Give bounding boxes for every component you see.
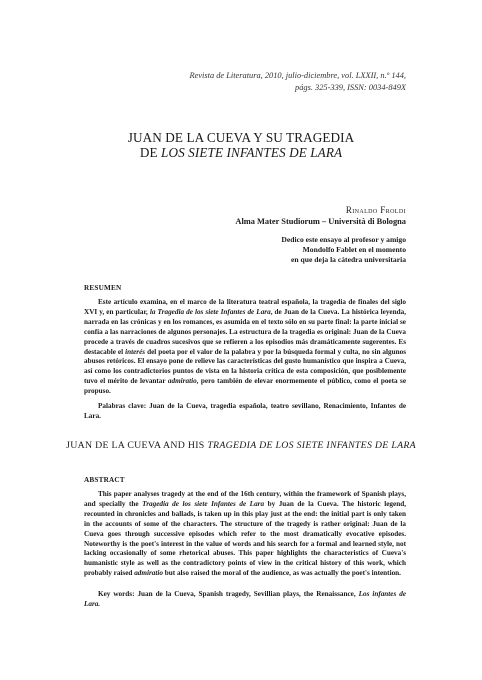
title-line-1: JUAN DE LA CUEVA Y SU TRAGEDIA [127, 130, 355, 145]
resumen-interes: interés [125, 347, 146, 356]
dedication [246, 235, 406, 265]
keywords-text: Juan de la Cueva, tragedia española, teatro sevillano, Renacimiento, Infantes de Lara. [84, 402, 407, 420]
resumen-heading: RESUMEN [84, 284, 122, 292]
title-line-2 [60, 145, 422, 160]
citation-line-2: págs. 325-339, ISSN: 0034-849X [295, 83, 406, 92]
abstract-heading: ABSTRACT [84, 476, 125, 484]
author-name: Rinaldo Froldi [345, 205, 406, 215]
resumen-keywords [84, 402, 406, 422]
abstract-admiratio: admiratio [134, 569, 163, 578]
journal-citation [106, 70, 406, 94]
abstract-work-title: Tragedia de los siete Infantes de Lara [142, 499, 265, 508]
citation-line-1: Revista de Literatura, 2010, julio-diciembre, vol. LXXII, n.º 144, [189, 71, 406, 80]
abstract-text: by Juan de la Cueva. The historic legend, recounted in chronicles and ballads, is taken up in this play just at the end: the initial part is only taken in the accounts of some of the characters. The structure of the tragedy is rather original: Juan de la Cueva goes through successive episodes which refer to the most dramatically evocative episodes. Noteworthy is the poet's interest in the value of words and his search for a formal and learned style, not lacking occasionally of some rhetorical abuses. This paper highlights the characteristics of Cueva's humanistic style as well as the contradictory points of view in the critical history of this work, which probably raised [84, 499, 406, 578]
resumen-text: , pero también de elevar enormemente el público, como el poeta se propuso. [84, 377, 407, 396]
dedication-line: Dedico este ensayo al profesor y amigo [281, 235, 406, 244]
abstract-text: but also raised the moral of the audience, as was actually the poet's intention. [164, 569, 401, 578]
english-title [60, 440, 422, 452]
author-affiliation: Alma Mater Studiorum – Università di Bologna [235, 217, 406, 226]
english-title-italic: TRAGEDIA DE LOS SIETE INFANTES DE LARA [207, 440, 416, 451]
resumen-text: , de Juan de la Cueva. La histórica leyenda, narrada en las crónicas y en los romances, es asumida en el texto sólo en su parte final: la parte inicial se confía a las narraciones de algunos personajes. La estructura de la tragedia es original: Juan de la Cueva procede a través de cuadros sucesivos que se refieren a los episodios más dramáticamente sugerentes. Es destacable el [84, 307, 406, 356]
title-italic: LOS SIETE INFANTES DE LARA [161, 145, 343, 160]
keywords-italic: Los infantes de Lara. [84, 590, 407, 608]
resumen-work-title: la Tragedia de los siete Infantes de Lara [149, 307, 271, 316]
abstract-text: This paper analyses tragedy at the end of the 16th century, within the framework of Spanish plays, and specially the [84, 490, 406, 508]
resumen-body [84, 298, 406, 397]
keywords-text: Juan de la Cueva, Spanish tragedy, Sevillian plays, the Renaissance, [137, 590, 356, 598]
resumen-text: del poeta por el valor de la palabra y por la búsqueda formal y culta, no sin algunos abusos retóricos. El ensayo pone de relieve las características del gusto humanístico que inspira a Cueva, así como los contradictorios puntos de vista en la historia crítica de esta composición, que posiblemente tuvo el mérito de levantar [84, 347, 407, 386]
resumen-admiratio: admiratio [167, 377, 197, 386]
english-title-prefix: JUAN DE LA CUEVA AND HIS [66, 440, 205, 451]
dedication-line: Mondolfo Fablet en el momento [302, 245, 406, 254]
title-prefix: DE [139, 145, 158, 160]
dedication-line: en que deja la cátedra universitaria [291, 255, 406, 264]
resumen-text: Este artículo examina, en el marco de la literatura teatral española, la tragedia de finales del siglo XVI y, en particular, [84, 298, 406, 316]
abstract-body [84, 490, 406, 579]
keywords-label: Key words: [98, 590, 135, 598]
author-block [235, 205, 406, 227]
article-title [60, 130, 422, 160]
keywords-label: Palabras clave: [98, 402, 147, 410]
abstract-keywords [84, 590, 406, 610]
